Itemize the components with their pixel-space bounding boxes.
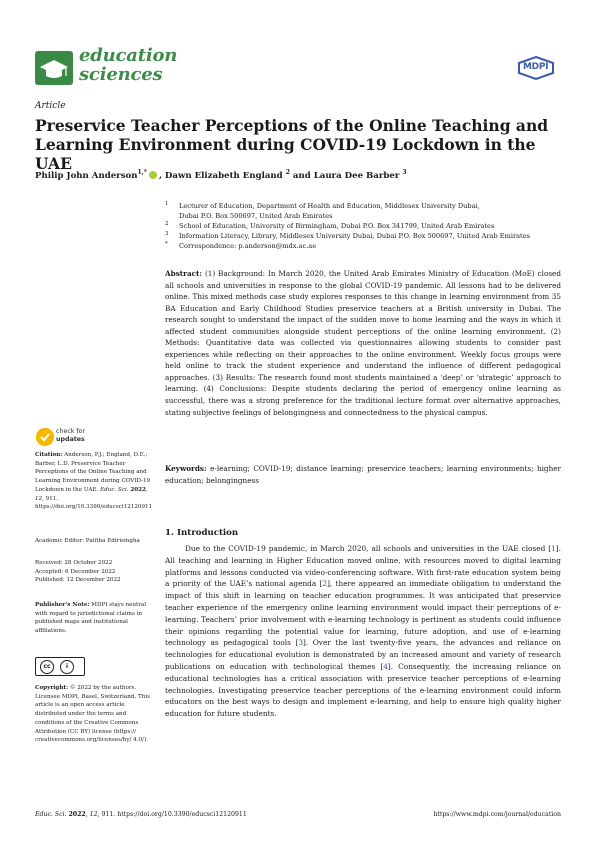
author-name[interactable]: Dawn Elizabeth England xyxy=(164,170,283,181)
author-separator: and xyxy=(289,170,314,181)
affiliation-text-cont: Dubai P.O. Box 500697, United Arab Emirates xyxy=(179,212,333,220)
section-heading: 1. Introduction xyxy=(165,528,239,538)
keywords xyxy=(165,463,561,486)
footer-year: 2022 xyxy=(68,811,86,818)
reference-link[interactable]: 1 xyxy=(551,544,556,553)
article-title: Preservice Teacher Perceptions of the Online Teaching and Learning Environment during COVID-19 Lockdown in the UAE xyxy=(35,116,549,173)
affiliation-text: Lecturer of Education, Department of Health and Education, Middlesex University Dubai, xyxy=(179,202,480,210)
orcid-icon[interactable] xyxy=(149,171,157,179)
affiliations xyxy=(165,201,565,251)
keywords-text: e-learning; COVID-19; distance learning; preservice teachers; learning environments; higher education; belongingness xyxy=(165,464,561,485)
received-date: Received: 28 October 2022 xyxy=(35,560,113,566)
publisher-note xyxy=(35,601,155,636)
academic-editor: Academic Editor: Palitha Edirisingha xyxy=(35,538,140,544)
reference-link[interactable]: 3 xyxy=(298,638,303,648)
footer-journal-url[interactable]: https://www.mdpi.com/journal/education xyxy=(433,811,561,818)
author-name[interactable]: Laura Dee Barber xyxy=(313,170,400,181)
check-updates-line2: updates xyxy=(56,435,85,443)
journal-name[interactable] xyxy=(79,46,177,84)
footer-volume: 12 xyxy=(89,811,98,818)
mdpi-logo[interactable] xyxy=(517,56,555,80)
copyright-block xyxy=(35,684,155,745)
abstract xyxy=(165,268,561,418)
introduction-paragraph xyxy=(165,543,561,720)
check-for-updates-button[interactable] xyxy=(36,428,96,448)
author-separator: , xyxy=(158,170,165,181)
citation-doi[interactable]: , 911. https://doi.org/10.3390/educsci12120911 xyxy=(35,495,153,511)
publisher-note-text: MDPI stays neutral with regard to jurisdictional claims in published maps and institutional affiliations. xyxy=(35,602,147,635)
author-affiliation-mark: 2 xyxy=(285,169,290,176)
affiliation-text: School of Education, University of Birmingham, Dubai P.O. Box 341799, United Arab Emirates xyxy=(179,222,495,230)
article-type: Article xyxy=(35,101,66,111)
attribution-icon: i xyxy=(60,660,74,674)
accepted-date: Accepted: 6 December 2022 xyxy=(35,568,116,575)
reference-link[interactable]: 4 xyxy=(383,661,388,671)
dates-block xyxy=(35,559,155,585)
citation-journal: Educ. Sci. xyxy=(100,486,129,493)
intro-text: ]. All teaching and learning in Higher Education moved online, with resources moved to digital learning platforms and lessons conducted via video-conferencing software. With first-rate education system being a priority of the UAE’s national agenda [ xyxy=(165,544,561,589)
author-affiliation-mark: 1,* xyxy=(137,169,147,176)
affiliation-number: 1 xyxy=(165,201,169,207)
keywords-label: Keywords: xyxy=(165,464,207,473)
cc-icon: cc xyxy=(40,660,54,674)
affiliation-item xyxy=(165,221,565,231)
affiliation-text: Information Literacy, Library, Middlesex University Dubai, Dubai P.O. Box 500697, United Arab Emirates xyxy=(179,232,530,240)
author-name[interactable]: Philip John Anderson xyxy=(35,170,138,181)
footer-journal: Educ. Sci. xyxy=(35,811,67,818)
citation-label: Citation: xyxy=(35,452,63,458)
check-updates-text xyxy=(56,428,85,443)
intro-text: Due to the COVID-19 pandemic, in March 2020, all schools and universities in the UAE closed [ xyxy=(185,544,552,553)
publisher-note-label: Publisher’s Note: xyxy=(35,602,90,608)
intro-text: ]. Consequently, the increasing reliance on educational technologies has a critical association with preservice teacher perceptions of e-learning technologies. Investigating preservice teacher perceptions of the e-learning environment could inform educators on the best ways to design and implement e-learning, and help to ensure high quality higher education for future students. xyxy=(165,661,561,719)
intro-text: ]. Over the last twenty-five years, the advances and reliance on technologies for educational evolution is demonstrated by an increased amount and variety of research publications on education with technological themes [ xyxy=(165,638,561,671)
copyright-label: Copyright: xyxy=(35,685,69,691)
affiliation-number: 2 xyxy=(165,221,169,227)
footer-doi[interactable]: , 911. https://doi.org/10.3390/educsci12120911 xyxy=(97,811,247,818)
check-updates-line1: check for xyxy=(56,428,86,435)
abstract-label: Abstract: xyxy=(165,269,203,278)
citation-text: Anderson, P.J.; England, D.E.; Barber, L.D. Preservice Teacher Perceptions of the Online Teaching and Learning Environment during COVID-19 Lockdown in the UAE. xyxy=(35,452,151,493)
author-affiliation-mark: 3 xyxy=(402,169,407,176)
citation-year: 2022 xyxy=(130,486,146,493)
abstract-text: (1) Background: In March 2020, the United Arab Emirates Ministry of Education (MoE) closed all schools and universities in response to the global COVID-19 pandemic. All lessons had to be delivered online. This mixed methods case study explores responses to this change in learning environment from 35 BA Education and Early Childhood Studies preservice teachers at a British university in Dubai. The research sought to understand the impact of the sudden move to home learning and the ways in which it affected student communities alongside student perceptions of the online learning environment. (2) Methods: Quantitative data was collected via questionnaires allowing students to consider past experiences while reflecting on their approaches to the online environment. Weekly focus groups were held online to track the student experience and understand the influence of different pedagogical approaches. (3) Results: The research found most students maintained a ‘deep’ or ‘strategic’ approach to learning. (4) Conclusions: Despite students declaring the period of emergency online learning as successful, there was a strong preference for the traditional lecture format over alternative approaches, stating subjective feelings of belongingness and connectedness to the physical campus. xyxy=(165,269,561,417)
published-date: Published: 12 December 2022 xyxy=(35,577,121,584)
affiliation-item xyxy=(165,241,565,251)
citation-volume: 12 xyxy=(35,495,43,502)
affiliation-item xyxy=(165,201,565,221)
journal-logo-icon xyxy=(35,51,73,85)
correspondence-text[interactable]: Correspondence: p.anderson@mdx.ac.ae xyxy=(179,242,317,250)
affiliation-number: 3 xyxy=(165,231,169,237)
affiliation-item xyxy=(165,231,565,241)
affiliation-number: * xyxy=(165,241,168,247)
citation-block: Citation: Anderson, P.J.; England, D.E.; Barber, L.D. Preservice Teacher Perceptions of the Online Teaching and Learning Environment during COVID-19 Lockdown in the UAE. Educ. Sci. 2022, 12, 911. https://doi.org/10.3390/educsci12120911 xyxy=(35,452,153,511)
cc-by-license-badge[interactable] xyxy=(35,657,85,676)
copyright-text: © 2022 by the authors. Licensee MDPI, Basel, Switzerland. This article is an open access article distributed under the terms and conditions of the Creative Commons Attribution (CC BY) license (https:// creativecommons.org/licenses/by/ 4.0/). xyxy=(35,685,150,744)
author-list xyxy=(35,169,407,181)
mdpi-logo-text: MDPI xyxy=(523,62,549,72)
intro-text: ], there appeared an immediate obligation to understand the impact of this shift in learning on teacher education programmes. It was anticipated that preservice teacher experience of the emergency online learning environment would impact their perceptions of e-learning. Teachers’ prior involvement with e-learning technology is pertinent as students could influence their opinions regarding the potential value for learning, future adoption, and use of e-learning technology as pedagogical tools [ xyxy=(165,579,561,648)
reference-link[interactable]: 2 xyxy=(322,579,328,589)
check-updates-icon xyxy=(36,428,54,446)
page-footer: Educ. Sci. 2022, 12, 911. https://doi.org/10.3390/educsci12120911 https://www.mdpi.com/journal/education xyxy=(35,811,561,818)
journal-name-line1: education xyxy=(79,45,178,66)
journal-name-line2: sciences xyxy=(79,64,163,85)
